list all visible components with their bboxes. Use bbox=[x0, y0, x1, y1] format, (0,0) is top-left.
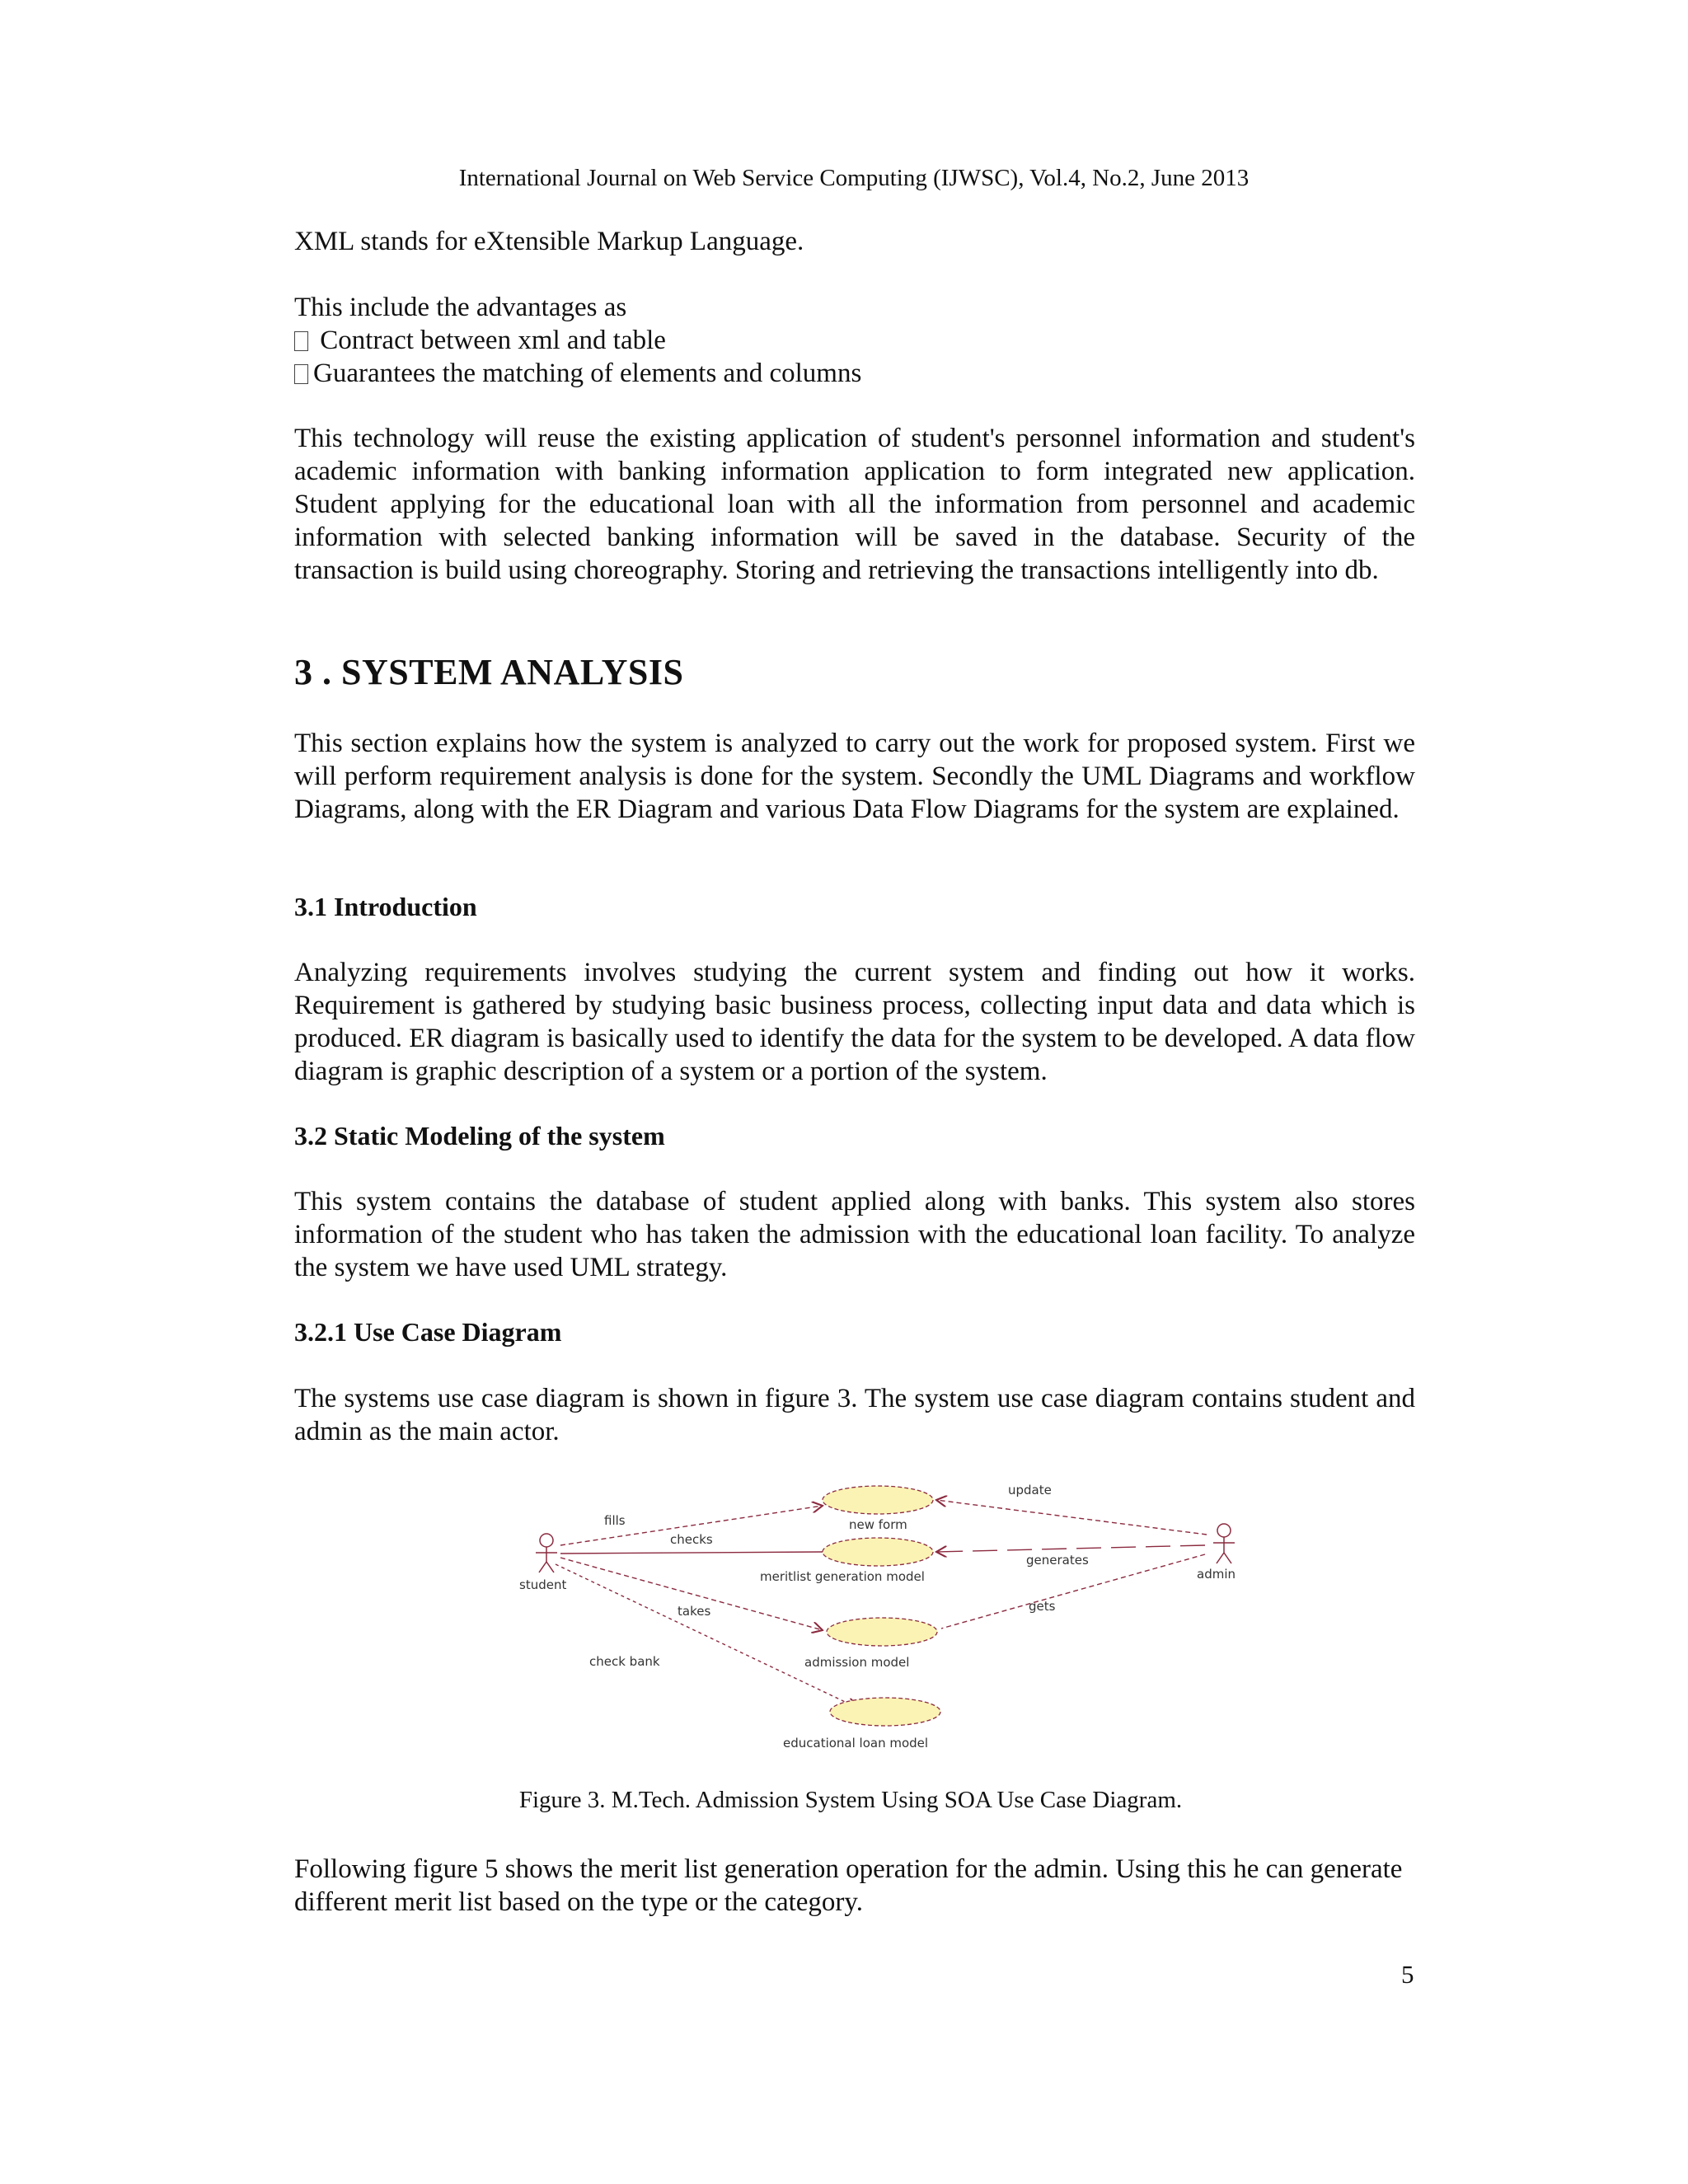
checks-relation bbox=[560, 1552, 823, 1554]
closing-paragraph: Following figure 5 shows the merit list generation operation for the admin. Using this he can generate different merit list based on the type or the category. bbox=[294, 1854, 1403, 1917]
static-modeling-paragraph: This system contains the database of student applied along with banks. This system also stores information of the student who has taken the admission with the educational loan facility. To analyze the system we have used UML strategy. bbox=[294, 1187, 1415, 1282]
running-header: International Journal on Web Service Computing (IJWSC), Vol.4, No.2, June 2013 bbox=[458, 165, 1250, 191]
new-form-label: new form bbox=[849, 1517, 907, 1532]
merit-list-label: meritlist generation model bbox=[760, 1569, 925, 1584]
advantages-block bbox=[294, 291, 1415, 390]
integration-paragraph: This technology will reuse the existing application of student's personnel information and student's academic information with banking information application to form integrated new application. Student applying for the educational loan with all the information from personnel and academic information with selected banking information will be saved in the database. Security of the transaction is build using choreography. Storing and retrieving the transactions intelligently into db. bbox=[294, 424, 1415, 585]
update-label: update bbox=[1008, 1483, 1052, 1497]
educational-loan-use-case bbox=[830, 1698, 940, 1726]
admin-actor-label: admin bbox=[1197, 1567, 1236, 1582]
generates-relation bbox=[936, 1545, 1205, 1552]
bullet-icon bbox=[294, 364, 308, 384]
bullet-icon bbox=[294, 331, 308, 351]
section-heading: 3 . SYSTEM ANALYSIS bbox=[294, 652, 684, 692]
introduction-paragraph: Analyzing requirements involves studying the current system and finding out how it works. Requirement is gathered by studying basic business process, collecting input data and data which is produced. ER diagram is basically used to identify the data for the system to be developed. A data flow diagram is graphic description of a system or a portion of the system. bbox=[294, 958, 1415, 1086]
update-relation bbox=[936, 1500, 1207, 1535]
admission-label: admission model bbox=[804, 1655, 910, 1670]
student-actor bbox=[536, 1534, 557, 1572]
checks-label: checks bbox=[670, 1532, 713, 1547]
generates-label: generates bbox=[1026, 1553, 1089, 1568]
use-case-paragraph: The systems use case diagram is shown in figure 3. The system use case diagram contains student and admin as the main actor. bbox=[294, 1384, 1415, 1446]
check-bank-label: check bank bbox=[589, 1654, 660, 1669]
takes-label: takes bbox=[678, 1604, 711, 1619]
admission-use-case bbox=[827, 1618, 937, 1646]
subsection-heading-introduction: 3.1 Introduction bbox=[294, 892, 477, 921]
admin-actor bbox=[1213, 1524, 1235, 1563]
new-form-use-case bbox=[823, 1486, 933, 1514]
check-bank-relation bbox=[556, 1564, 857, 1708]
xml-definition: XML stands for eXtensible Markup Language. bbox=[294, 227, 804, 256]
subsection-heading-static-modeling: 3.2 Static Modeling of the system bbox=[294, 1121, 665, 1151]
page-number: 5 bbox=[1401, 1960, 1414, 1989]
advantage-item: Contract between xml and table bbox=[294, 324, 1415, 357]
figure-caption: Figure 3. M.Tech. Admission System Using SOA Use Case Diagram. bbox=[518, 1787, 1183, 1813]
advantages-intro: This include the advantages as bbox=[294, 293, 627, 322]
subsection-heading-use-case: 3.2.1 Use Case Diagram bbox=[294, 1317, 562, 1347]
student-actor-label: student bbox=[519, 1577, 567, 1592]
merit-list-use-case bbox=[823, 1538, 933, 1566]
section-intro-paragraph: This section explains how the system is analyzed to carry out the work for proposed system. First we will perform requirement analysis is done for the system. Secondly the UML Diagrams and workflow Diagrams, along with the ER Diagram and various Data Flow Diagrams for the system are explained. bbox=[294, 729, 1415, 824]
advantage-item: Guarantees the matching of elements and columns bbox=[294, 357, 1415, 390]
fills-label: fills bbox=[604, 1513, 626, 1528]
educational-loan-label: educational loan model bbox=[783, 1736, 929, 1750]
use-case-diagram bbox=[495, 1475, 1261, 1764]
gets-label: gets bbox=[1029, 1599, 1056, 1614]
